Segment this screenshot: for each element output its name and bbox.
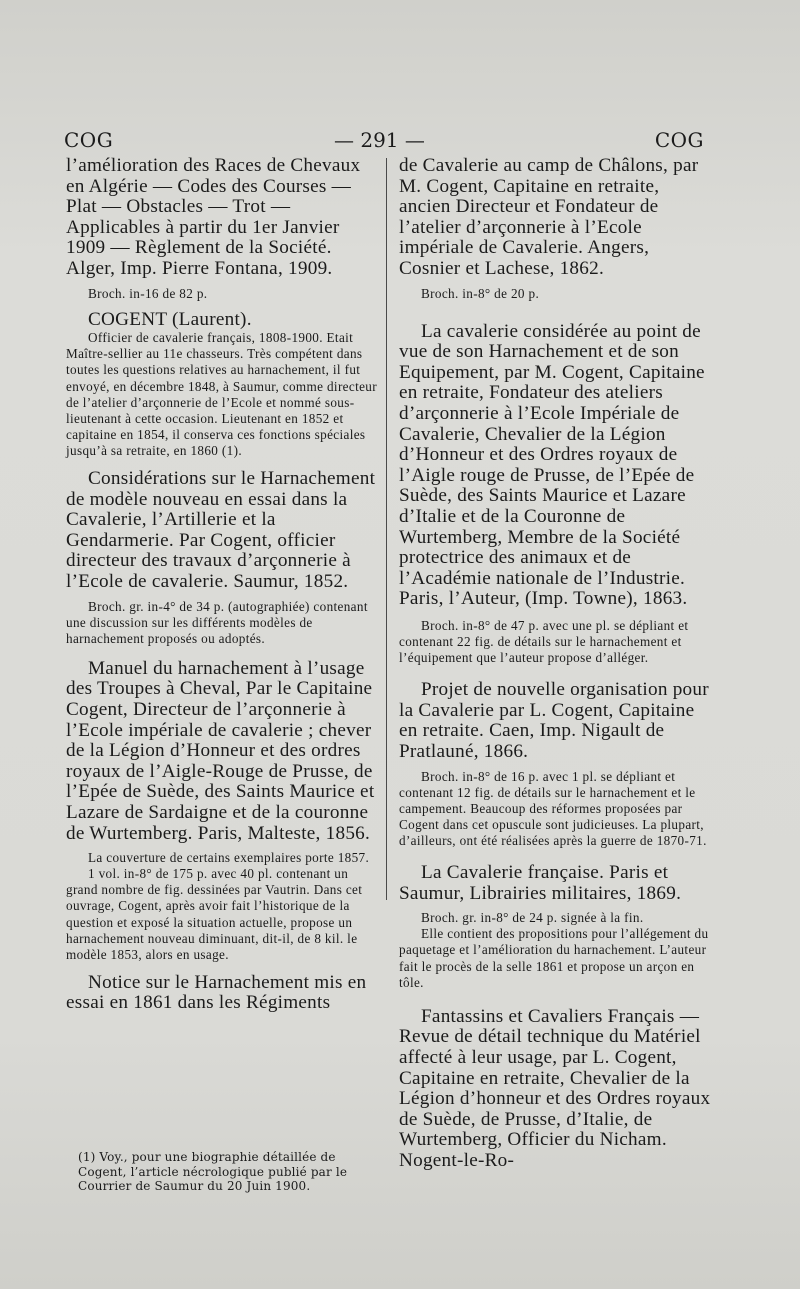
entry-title: Fantassins et Cavaliers Français — Revue de détail technique du Matériel affecté à leur usage, par L. Cogent, Capitaine en retraite, Chevalier de la Légion d’honneur et des Ordres royaux de Suède, de Prusse, d’Italie, de Wurtemberg, Officier du Nicham. Nogent-le-Ro- [399, 1005, 711, 1171]
entry-note: Broch. in-8° de 20 p. [421, 285, 540, 301]
author-biography: Officier de cavalerie français, 1808-1900. Etait Maître-sellier au 11e chasseurs. Très compétent dans toutes les questions relatives au harnachement, il fut envoyé, en décembre 1848, à Saumur, comme directeur de l’atelier d’arçonnerie de l’Ecole et nommé sous-lieutenant à cette occasion. Lieutenant en 1852 et capitaine en 1854, il conserva ces fonctions spéciales jusqu’à sa retraite, en 1860 (1). [66, 330, 377, 458]
entry-note: Broch. gr. in-8° de 24 p. signée à la fin. [421, 910, 644, 926]
entry-title: Manuel du harnachement à l’usage des Troupes à Cheval, Par le Capitaine Cogent, Directeur de l’arçonnerie à l’Ecole impériale de cavalerie ; chever de la Légion d’Honneur et des ordres royaux de l’Aigle-Rouge de Prusse, de l’Epée de Suède, des Saints Maurice et Lazare de Sardaigne et de la couronne de Wurtemberg. Paris, Malteste, 1856. [66, 657, 375, 844]
entry-note: Broch. in-8° de 16 p. avec 1 pl. se dépliant et contenant 12 fig. de détails sur le harnachement et le campement. Beaucoup des réformes proposées par Cogent dans cet opuscule sont judicieuses. La plupart, d’ailleurs, ont été réalisées après la guerre de 1870-71. [399, 768, 707, 848]
entry-title: Notice sur le Harnachement mis en essai en 1861 dans les Régiments [66, 971, 367, 1014]
entry-title: La Cavalerie française. Paris et Saumur, Librairies militaires, 1869. [399, 862, 682, 904]
entry-note: Broch. in-16 de 82 p. [88, 285, 208, 301]
header-right-entry: COG [654, 128, 704, 152]
entry-title: Projet de nouvelle organisation pour la Cavalerie par L. Cogent, Capitaine en retraite. Caen, Imp. Nigault de Pratlauné, 1866. [399, 679, 709, 763]
author-heading: COGENT (Laurent). [88, 308, 252, 330]
entry-note: Broch. gr. in-4° de 34 p. (autographiée) contenant une discussion sur les différents modèles de harnachement proposés ou adoptés. [66, 598, 368, 646]
entry-note: La couverture de certains exemplaires porte 1857. [88, 850, 370, 866]
header-left-entry: COG [64, 128, 114, 152]
entry-note: 1 vol. in-8° de 175 p. avec 40 pl. contenant un grand nombre de fig. dessinées par Vautrin. Dans cet ouvrage, Cogent, après avoir fait l’historique de la question et exposé la situation actuelle, propose un harnachement nouveau diminuant, dit-il, de 8 kil. le modèle 1853, alors en usage. [66, 866, 363, 962]
entry-note: Broch. in-8° de 47 p. avec une pl. se dépliant et contenant 22 fig. de détails sur le harnachement et l’équipement que l’auteur propose d’alléger. [399, 617, 689, 666]
page-number: — 291 — [334, 128, 425, 152]
column-divider [386, 158, 387, 900]
footnote [78, 1150, 382, 1194]
right-column [399, 156, 711, 1172]
entry-note: Elle contient des propositions pour l’allégement du paquetage et l’amélioration du harnachement. L’auteur fait le procès de la selle 1861 et propose un arçon en tôle. [399, 926, 709, 990]
left-column [66, 156, 378, 1014]
entry-title: Considérations sur le Harnachement de modèle nouveau en essai dans la Cavalerie, l’Artillerie et la Gendarmerie. Par Cogent, officier directeur des travaux d’arçonnerie à l’Ecole de cavalerie. Saumur, 1852. [66, 468, 376, 592]
footnote-text: (1) Voy., pour une biographie détaillée de Cogent, l’article nécrologique publié par le Courrier de Saumur du 20 Juin 1900. [78, 1150, 348, 1193]
entry-continuation: l’amélioration des Races de Chevaux en Algérie — Codes des Courses — Plat — Obstacles — Trot — Applicables à partir du 1er Janvier 1909 — Règlement de la Société. Alger, Imp. Pierre Fontana, 1909. [66, 155, 361, 279]
entry-title: La cavalerie considérée au point de vue de son Harnachement et de son Equipement, par M. Cogent, Capitaine en retraite, Fondateur des ateliers d’arçonnerie à l’Ecole Impériale de Cavalerie, Chevalier de la Légion d’Honneur et des Ordres royaux de l’Aigle rouge de Prusse, de l’Epée de Suède, des Saints Maurice et Lazare d’Italie et de la Couronne de Wurtemberg, Membre de la Société protectrice des animaux et de l’Académie nationale de l’Industrie. Paris, l’Auteur, (Imp. Towne), 1863. [399, 320, 705, 610]
running-header [64, 128, 704, 156]
entry-continuation: de Cavalerie au camp de Châlons, par M. Cogent, Capitaine en retraite, ancien Directeur et Fondateur de l’atelier d’arçonnerie à l’Ecole impériale de Cavalerie. Angers, Cosnier et Lachese, 1862. [399, 155, 699, 279]
